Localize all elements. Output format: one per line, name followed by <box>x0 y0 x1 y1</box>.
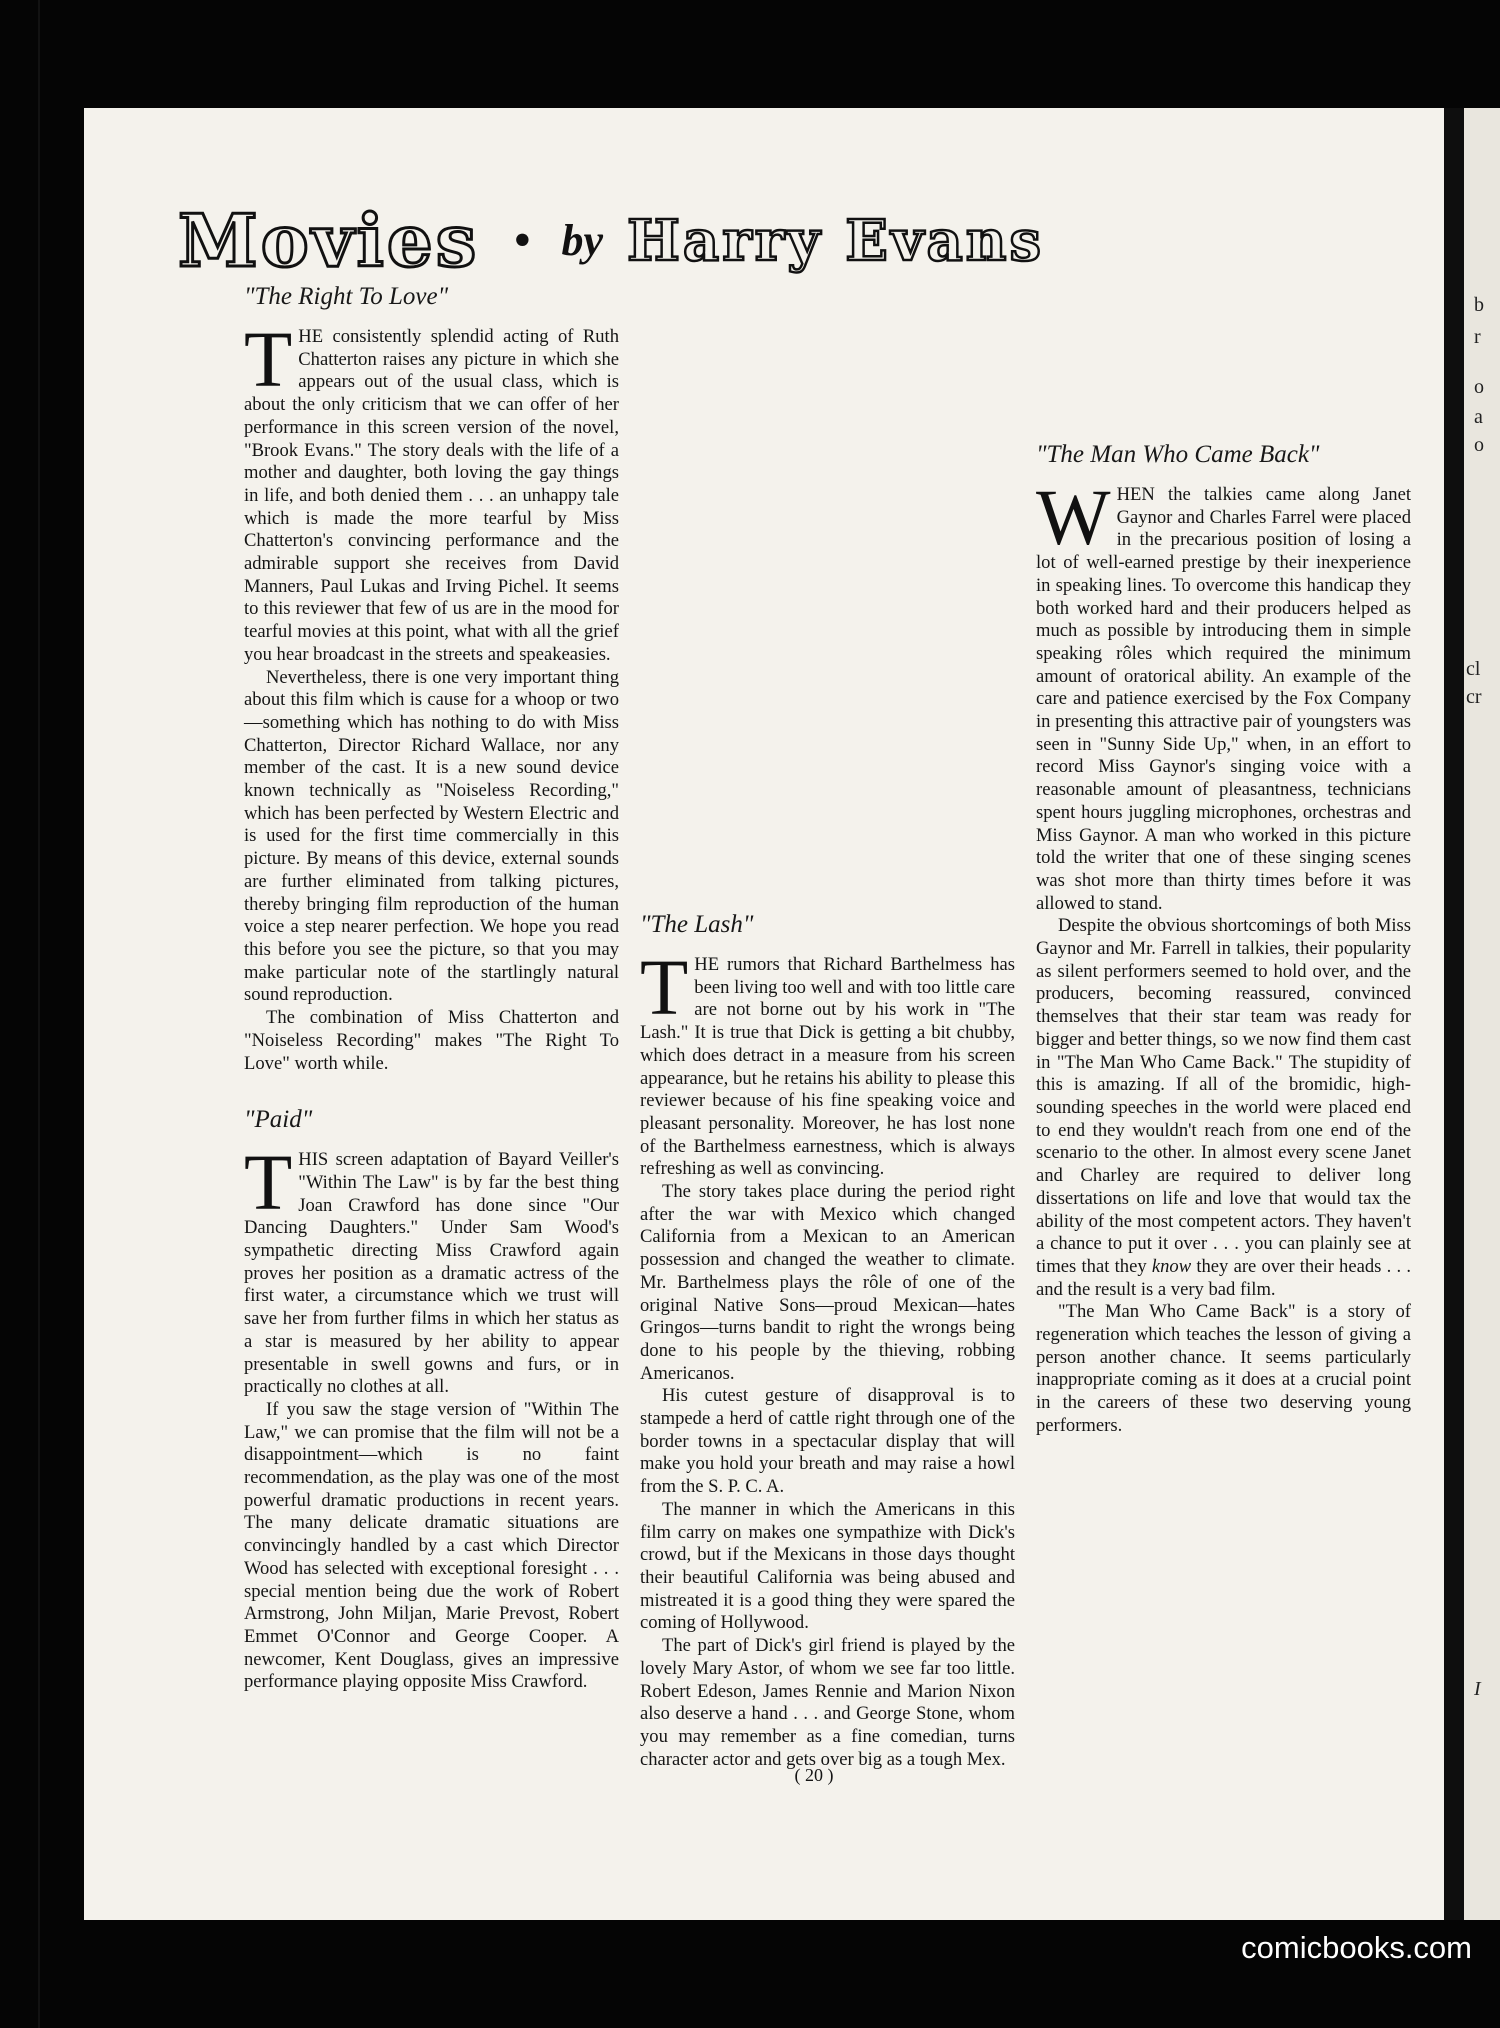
paragraph-text: HE consistently splendid acting of Ruth Chatterton raises any picture in which she appears out of the usual class, which is about the only criticism that we can offer of her performance in this screen version of the novel, "Brook Evans." The story deals with the life of a mother and daughter, both loving the gay things in life, and both denied them . . . an unhappy tale which is made the more tearful by Miss Chatterton's convincing performance and the admirable support she receives from David Manners, Paul Lukas and Irving Pichel. It seems to this reviewer that few of us are in the mood for tearful movies at this point, what with all the grief you hear broadcast in the streets and speakeasies. <box>244 326 619 665</box>
drop-cap: T <box>640 945 689 1032</box>
paragraph-text: HE rumors that Richard Barthelmess has been living too well and with too little care are not borne out by his work in "The Lash." It is true that Dick is getting a bit chubby, which does detract in a measure from his screen appearance, but he retains his ability to please this reviewer because of his fine speaking voice and pleasant personality. Moreover, he has lost none of the Barthelmess earnestness, which is always refreshing as well as convincing. <box>640 954 1015 1180</box>
review-paragraph: The part of Dick's girl friend is played by the lovely Mary Astor, of whom we see far too little. Robert Edeson, James Rennie and Marion Nixon also deserve a hand . . . and George Stone, whom you may remember as a fine comedian, turns character actor and gets over big as a tough Mex. <box>640 1635 1015 1770</box>
review-paragraph <box>244 1140 619 1399</box>
review-paragraph: His cutest gesture of disapproval is to stampede a herd of cattle right through one of the border towns in a spectacular display that will make you hold your breath and may raise a howl from the S. P. C. A. <box>640 1385 1015 1498</box>
site-watermark: comicbooks.com <box>1241 1930 1472 1965</box>
article-column-2 <box>640 282 1015 1771</box>
section-title: Movies <box>178 198 480 283</box>
paragraph-text: HIS screen adaptation of Bayard Veiller's "Within The Law" is by far the best thing Joan Crawford has done since "Our Dancing Daughters." Under Sam Wood's sympathetic directing Miss Crawford again proves her position as a dramatic actress of the first water, a circumstance which we trust will save her from further films in which her status as a star is measured by her ability to appear presentable in swell gowns and furs, or in practically no clothes at all. <box>244 1149 619 1398</box>
page-gutter <box>1444 108 1464 1920</box>
byline-by: by <box>561 216 604 265</box>
review-paragraph: "The Man Who Came Back" is a story of regeneration which teaches the lesson of giving a person another chance. It seems particularly inappropriate coming as it does at a crucial point in the careers of these two deserving young performers. <box>1036 1301 1411 1436</box>
review-heading-man-who-came-back: "The Man Who Came Back" <box>1036 441 1320 468</box>
drop-cap: T <box>244 317 293 404</box>
headline-separator: • <box>513 212 532 269</box>
column-continuation-spacer <box>1036 282 1411 410</box>
column-continuation-spacer <box>640 282 1015 880</box>
review-paragraph: The story takes place during the period right after the war with Mexico which changed California from a Mexican to an American possession and changed the weather to climate. Mr. Barthelmess plays the rôle of one of the original Native Sons—proud Mexican—hates Gringos—turns bandit to right the wrongs being done to his people by the thieving, robbing Americanos. <box>640 1181 1015 1384</box>
paragraph-text: they are over their heads . . . and the result is a very bad film. <box>1036 1255 1412 1300</box>
review-paragraph <box>244 317 619 667</box>
paragraph-text: Despite the obvious shortcomings of both Miss Gaynor and Mr. Farrell in talkies, their popularity as silent performers seemed to hold over, and the producers, becoming reassured, convinced themselves that their star team was ready for bigger and better things, so we now find them cast in "The Man Who Came Back." The stupidity of this is amazing. If all of the bromidic, high-sounding speeches in the world were placed end to end they wouldn't reach from one end of the scenario to the other. In almost every scene Janet and Charley are required to deliver long dissertations on life and love that would tax the ability of the most competent actors. They haven't a chance to put it over . . . you can plainly see at times that they <box>1036 915 1411 1277</box>
next-page-fragment: o <box>1474 376 1484 398</box>
review-paragraph: The combination of Miss Chatterton and "Noiseless Recording" makes "The Right To Love" worth while. <box>244 1007 619 1074</box>
article-column-3 <box>1036 282 1411 1438</box>
scan-edge-left <box>38 0 40 2028</box>
paragraph-text: HEN the talkies came along Janet Gaynor and Charles Farrel were placed in the precarious position of losing a lot of well-earned prestige by their inexperience in speaking lines. To overcome this handicap they both worked hard and their producers helped as much as possible by introducing them in simple speaking rôles which required the minimum amount of oratorical ability. An example of the care and patience exercised by the Fox Company in presenting this attractive pair of youngsters was seen in "Sunny Side Up," when, in an effort to record Miss Gaynor's singing voice with a reasonable amount of pleasantness, technicians spent hours juggling microphones, orchestras and Miss Gaynor. A man who worked in this picture told the writer that one of these singing scenes was shot more than thirty times before it was allowed to stand. <box>1036 484 1411 914</box>
article-headline <box>178 198 1408 283</box>
page-number: ( 20 ) <box>794 1765 834 1785</box>
review-paragraph <box>1036 915 1411 1301</box>
next-page-fragment: cr <box>1466 686 1482 708</box>
review-paragraph <box>1036 475 1411 915</box>
drop-cap: W <box>1036 475 1111 562</box>
next-page-fragment: r <box>1474 326 1481 348</box>
author-name: Harry Evans <box>627 207 1045 274</box>
next-page-fragment: cl <box>1466 658 1481 680</box>
next-page-fragment: b <box>1474 294 1484 316</box>
review-heading-paid: "Paid" <box>244 1106 313 1134</box>
next-page-fragment: o <box>1474 434 1484 456</box>
next-page-fragment: I <box>1474 1678 1481 1700</box>
article-column-1 <box>244 282 619 1694</box>
review-paragraph: The manner in which the Americans in this film carry on makes one sympathize with Dick's crowd, but if the Mexicans in those days thought their beautiful California was being abused and mistreated it is a good thing they were spared the coming of Hollywood. <box>640 1498 1015 1634</box>
review-heading-right-to-love: "The Right To Love" <box>244 283 449 310</box>
review-paragraph: Nevertheless, there is one very important thing about this film which is cause for a whoop or two—something which has nothing to do with Miss Chatterton, Director Richard Wallace, nor any member of the cast. It is a new sound device known technically as "Noiseless Recording," which has been perfected by Western Electric and is used for the first time commercially in this picture. By means of this device, external sounds are further eliminated from talking pictures, thereby bringing film reproduction of the human voice a step nearer perfection. We hope you read this before you see the picture, so that you may make particular note of the startlingly natural sound reproduction. <box>244 666 619 1006</box>
review-paragraph <box>640 945 1015 1181</box>
emphasis-text: know <box>1151 1255 1192 1277</box>
drop-cap: T <box>244 1140 293 1228</box>
review-heading-lash: "The Lash" <box>640 911 754 938</box>
next-page-fragment: a <box>1474 406 1483 428</box>
review-paragraph: If you saw the stage version of "Within The Law," we can promise that the film will not be a disappointment—which is no faint recommendation, as the play was one of the most powerful dramatic productions in recent years. The many delicate dramatic situations are convincingly handled by a cast which Director Wood has selected with exceptional foresight . . . special mention being due the work of Robert Armstrong, John Miljan, Marie Prevost, Robert Emmet O'Connor and George Cooper. A newcomer, Kent Douglass, gives an impressive performance playing opposite Miss Crawford. <box>244 1398 619 1693</box>
next-page-edge <box>1464 108 1500 1920</box>
